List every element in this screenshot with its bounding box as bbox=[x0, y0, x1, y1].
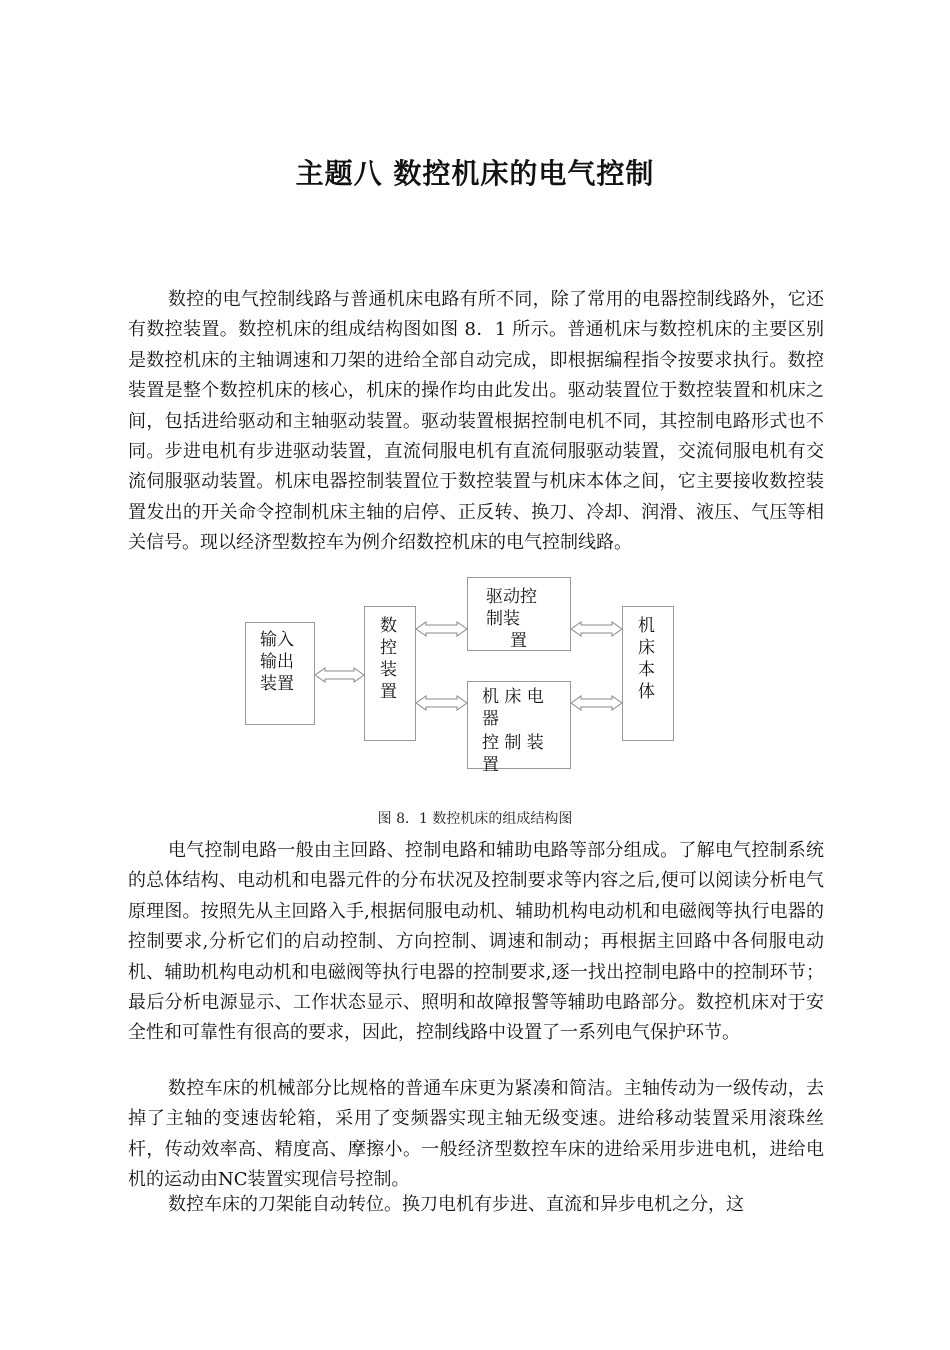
nc-device-box bbox=[364, 606, 416, 741]
machine-electrical-control-box bbox=[467, 681, 571, 775]
arrow-io-nc bbox=[315, 668, 364, 682]
elec-label-line: 控 制 装 bbox=[482, 733, 544, 753]
elec-label-line: 器 bbox=[482, 709, 499, 729]
io-device-label bbox=[260, 629, 304, 695]
io-label-line: 装置 bbox=[260, 674, 294, 694]
page-title: 主题八 数控机床的电气控制 bbox=[295, 157, 655, 190]
arrow-elec-machine bbox=[571, 696, 622, 710]
io-device-box bbox=[245, 622, 315, 725]
paragraph-2: 电气控制电路一般由主回路、控制电路和辅助电路等部分组成。了解电气控制系统的总体结构、电动机和电器元件的分布状况及控制要求等内容之后,便可以阅读分析电气原理图。按照先从主回路入手,根据伺服电动机、辅助机构电动机和电磁阀等执行电器的控制要求,分析它们的启动控制、方向控制、调速和制动；再根据主回路中各伺服电动机、辅助机构电动机和电磁阀等执行电器的控制要求,逐一找出控制电路中的控制环节；最后分析电源显示、工作状态显示、照明和故障报警等辅助电路部分。数控机床对于安全性和可靠性有很高的要求，因此，控制线路中设置了一系列电气保护环节。 bbox=[128, 840, 824, 1044]
drive-label-line: 制装 bbox=[486, 609, 520, 629]
arrow-nc-drive bbox=[416, 622, 467, 636]
elec-label-line: 机 床 电 bbox=[482, 687, 544, 707]
io-label-line: 输出 bbox=[260, 652, 294, 672]
drive-control-box bbox=[467, 577, 571, 651]
io-label-line: 输入 bbox=[260, 630, 294, 650]
arrow-nc-elec bbox=[416, 696, 467, 710]
machine-body-label: 机床本体 bbox=[638, 616, 655, 702]
figure-caption: 图 8．1 数控机床的组成结构图 bbox=[377, 811, 573, 827]
drive-label-line: 置 bbox=[510, 631, 527, 651]
arrow-drive-machine bbox=[571, 622, 622, 636]
paragraph-4: 数控车床的刀架能自动转位。换刀电机有步进、直流和异步电机之分，这 bbox=[168, 1194, 744, 1215]
paragraph-3: 数控车床的机械部分比规格的普通车床更为紧凑和简洁。主轴传动为一级传动，去掉了主轴的变速齿轮箱，采用了变频器实现主轴无级变速。进给移动装置采用滚珠丝杆，传动效率高、精度高、摩擦小。一般经济型数控车床的进给采用步进电机，进给电机的运动由NC装置实现信号控制。 bbox=[128, 1078, 824, 1191]
paragraph-1: 数控的电气控制线路与普通机床电路有所不同，除了常用的电器控制线路外，它还有数控装置。数控机床的组成结构图如图 8．1 所示。普通机床与数控机床的主要区别是数控机床的主轴调速和刀架的进给全部自动完成，即根据编程指令按要求执行。数控装置是整个数控机床的核心，机床的操作均由此发出。驱动装置位于数控装置和机床之间，包括进给驱动和主轴驱动装置。驱动装置根据控制电机不同，其控制电路形式也不同。步进电机有步进驱动装置，直流伺服电机有直流伺服驱动装置，交流伺服电机有交流伺服驱动装置。机床电器控制装置位于数控装置与机床本体之间，它主要接收数控装置发出的开关命令控制机床主轴的启停、正反转、换刀、冷却、润滑、液压、气压等相关信号。现以经济型数控车为例介绍数控机床的电气控制线路。 bbox=[128, 289, 824, 554]
machine-body-box bbox=[622, 606, 674, 741]
drive-label-line: 驱动控 bbox=[486, 587, 537, 607]
nc-device-label: 数控装置 bbox=[380, 616, 397, 702]
elec-label-line: 置 bbox=[482, 755, 499, 775]
